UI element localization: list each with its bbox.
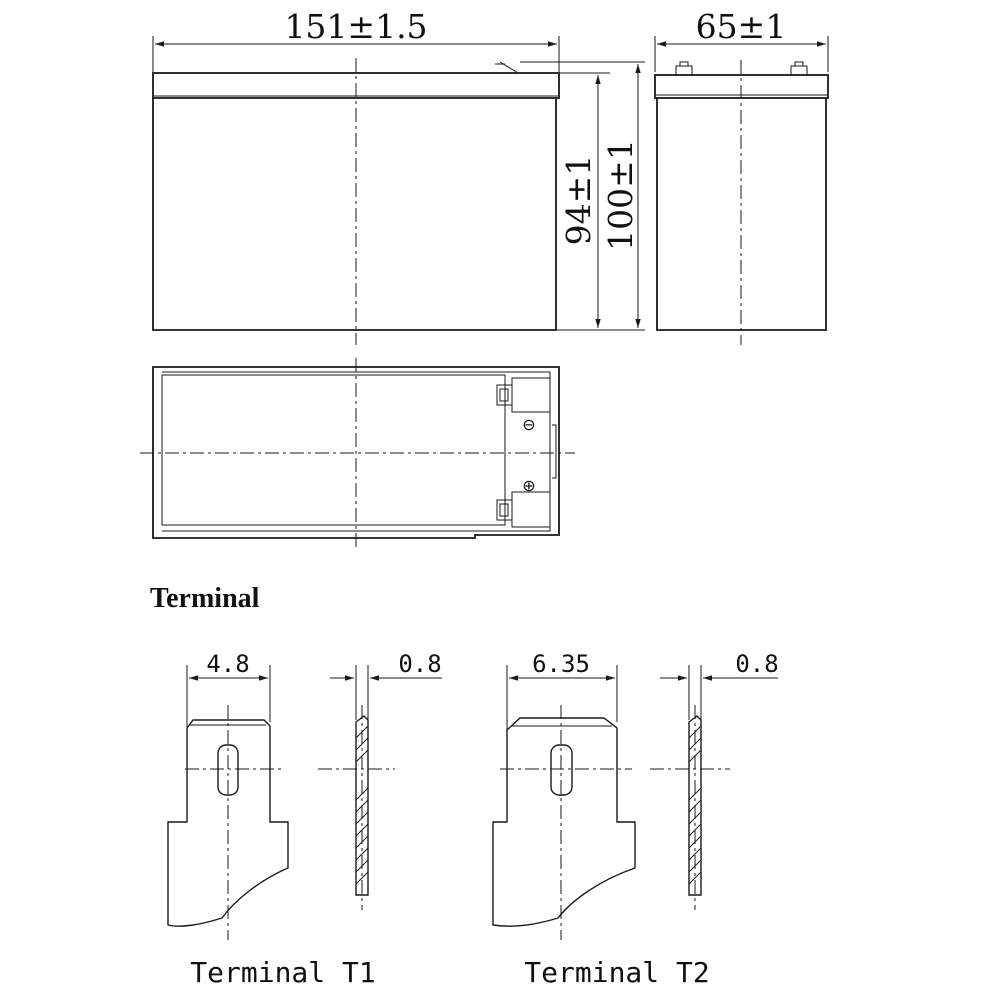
- t2-width-label: 6.35: [532, 650, 590, 678]
- t2-thickness-label: 0.8: [735, 650, 779, 678]
- positive-symbol: ⊕: [522, 476, 536, 495]
- dim-height-body-label: 94±1: [559, 154, 598, 246]
- t1-thickness-label: 0.8: [398, 650, 442, 678]
- terminal-t1-front: [168, 650, 288, 940]
- side-view: [655, 60, 828, 345]
- dim-width-label: 65±1: [695, 7, 787, 46]
- front-body: [153, 98, 556, 330]
- dim-length-label: 151±1.5: [284, 7, 428, 46]
- side-terminal-right: [791, 62, 807, 75]
- t1-width-label: 4.8: [206, 650, 250, 678]
- t1-caption: Terminal T1: [190, 956, 376, 989]
- t2-caption: Terminal T2: [524, 956, 710, 989]
- terminal-t2-front: [493, 650, 635, 940]
- dim-heights: [559, 64, 640, 328]
- t2-blade: [493, 718, 635, 926]
- negative-symbol: ⊖: [522, 415, 536, 434]
- terminal-t2-side: [650, 650, 779, 910]
- side-terminal-left: [676, 62, 692, 75]
- terminal-t1-side: [318, 650, 442, 910]
- terminal-section-title: Terminal: [150, 583, 260, 614]
- dim-height-total-label: 100±1: [601, 139, 640, 251]
- top-view: [140, 358, 575, 548]
